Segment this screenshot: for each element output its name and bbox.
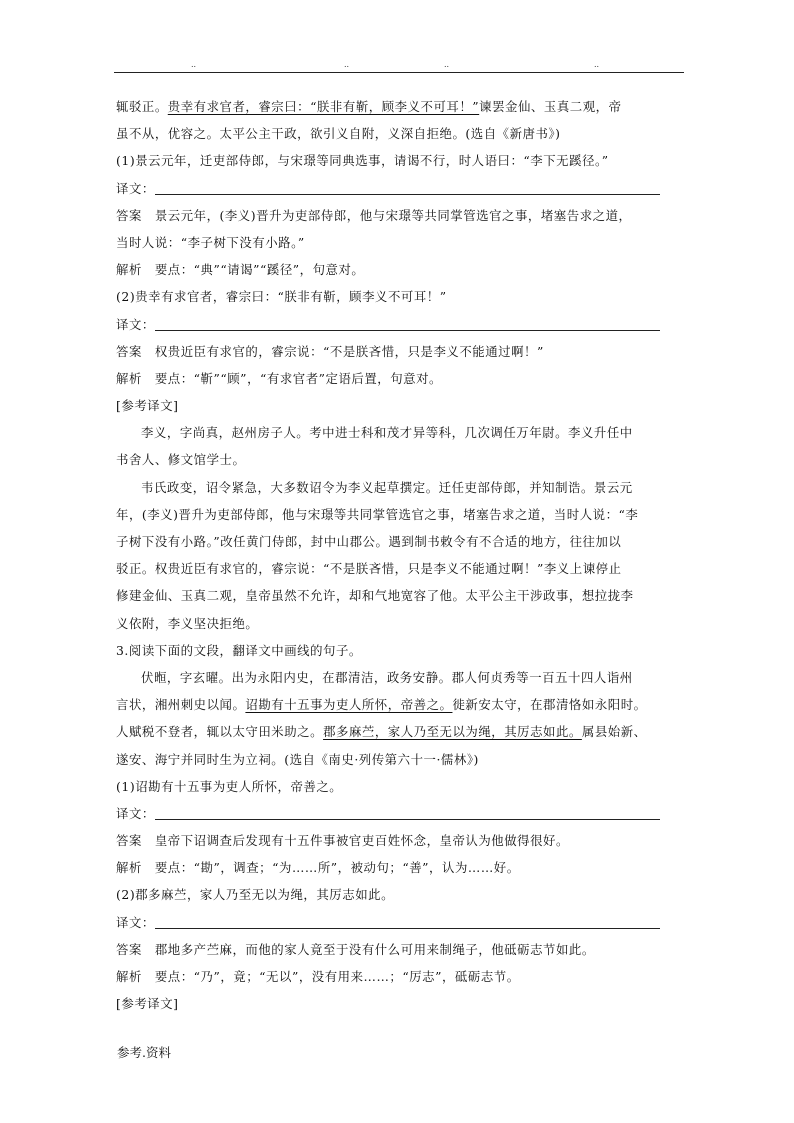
text-segment: 子树下没有小路。”改任黄门侍郎，封中山郡公。遇到制书敕令有不合适的地方，往往加以 — [116, 534, 622, 549]
text-segment: 年，(李义)晋升为吏部侍郎，他与宋璟等共同掌管选官之事，堵塞告求之道，当时人说：“李 — [116, 506, 639, 522]
text-segment: (2)郡多麻苎，家人乃至无以为绳，其厉志如此。 — [116, 887, 395, 903]
text-segment: 解析 要点：“靳”“顾”，“有求官者”定语后置，句意对。 — [116, 370, 442, 386]
text-segment: 译文： — [116, 316, 155, 332]
text-line — [116, 854, 686, 881]
text-line — [116, 229, 686, 256]
header-rule — [114, 72, 684, 73]
text-line — [116, 582, 686, 609]
text-segment: 属县始新、 — [581, 724, 647, 740]
text-segment: 谏罢金仙、玉真二观，帝 — [479, 99, 622, 114]
header-dots — [0, 60, 794, 72]
header-dot-4: .. — [594, 60, 600, 69]
text-segment: [参考译文] — [116, 996, 179, 1012]
text-segment: 译文： — [116, 914, 155, 930]
header-dot-3: .. — [444, 60, 450, 69]
text-line — [116, 555, 686, 582]
text-line — [116, 202, 686, 229]
text-segment: 修建金仙、玉真二观，皇帝虽然不允许，却和气地宽容了他。太平公主干涉政事，想拉拢李 — [116, 588, 634, 604]
text-segment: 当时人说：“李子树下没有小路。” — [116, 234, 305, 250]
text-segment: 译文： — [116, 180, 155, 196]
text-segment: 遂安、海宁并同时生为立祠。(选自《南史·列传第六十一·儒林》) — [116, 751, 479, 767]
text-segment: (2)贵幸有求官者，睿宗曰：“朕非有靳，顾李义不可耳！” — [116, 289, 447, 305]
text-line — [116, 936, 686, 963]
text-line — [116, 501, 686, 528]
text-line — [116, 718, 686, 745]
text-segment: 答案 权贵近臣有求官的，睿宗说：“不是朕吝惜，只是李义不能通过啊！” — [116, 343, 544, 359]
text-line — [116, 990, 686, 1017]
text-segment: 人赋税不登者，辄以太守田米助之。 — [116, 724, 324, 740]
text-segment: 解析 要点：“典”“请谒”“蹊径”，句意对。 — [116, 262, 365, 278]
text-line — [116, 338, 686, 365]
text-line — [116, 528, 686, 555]
answer-blank-line — [155, 914, 660, 929]
text-segment: 答案 皇帝下诏调查后发现有十五件事被官吏百姓怀念，皇帝认为他做得很好。 — [116, 833, 569, 849]
text-segment: 书舍人、修文馆学士。 — [116, 452, 246, 468]
text-segment: 言状，湘州刺史以闻。 — [116, 697, 246, 713]
header-dot-2: .. — [344, 60, 350, 69]
text-segment: 驳正。权贵近臣有求官的，睿宗说：“不是朕吝惜，只是李义不能通过啊！”李义上谏停止 — [116, 561, 622, 577]
header-dot-1: .. — [191, 60, 197, 69]
text-segment: 答案 郡地多产苎麻，而他的家人竟至于没有什么可用来制绳子，他砥砺志节如此。 — [116, 941, 595, 957]
document-body — [116, 93, 686, 1017]
underlined-sentence: 诏勘有十五事为吏人所怀，帝善之。 — [245, 697, 453, 713]
text-segment: 义依附，李义坚决拒绝。 — [116, 615, 259, 631]
text-line — [116, 474, 686, 501]
text-line — [116, 963, 686, 990]
underlined-sentence: 郡多麻苎，家人乃至无以为绳，其厉志如此。 — [323, 724, 582, 740]
text-line — [116, 419, 686, 446]
text-segment: 解析 要点：“勘”，调查；“为……所”，被动句；“善”，认为……好。 — [116, 860, 520, 876]
text-line — [116, 120, 686, 147]
text-segment: 伏暅，字玄曜。出为永阳内史，在郡清洁，政务安静。郡人何贞秀等一百五十四人诣州 — [141, 669, 633, 685]
underlined-sentence: 贵幸有求官者，睿宗曰：“朕非有靳，顾李义不可耳！” — [167, 99, 480, 114]
text-line — [116, 610, 686, 637]
text-line — [116, 93, 686, 120]
text-segment: (1)诏勘有十五事为吏人所怀，帝善之。 — [116, 778, 343, 794]
text-line — [116, 446, 686, 473]
text-segment: 虽不从，优容之。太平公主干政，欲引义自附，义深自拒绝。(选自《新唐书》) — [116, 126, 561, 142]
text-segment: [参考译文] — [116, 398, 179, 414]
text-line — [116, 392, 686, 419]
text-segment: 徙新安太守，在郡清恪如永阳时。 — [452, 697, 647, 713]
text-line — [116, 909, 686, 936]
text-segment: 译文： — [116, 805, 155, 821]
text-segment: 辄驳正。 — [116, 99, 168, 114]
text-line — [116, 800, 686, 827]
text-line — [116, 175, 686, 202]
text-line — [116, 881, 686, 908]
text-line — [116, 746, 686, 773]
text-line — [116, 773, 686, 800]
text-segment: 3.阅读下面的文段，翻译文中画线的句子。 — [116, 642, 362, 658]
answer-blank-line — [155, 180, 660, 195]
text-line — [116, 637, 686, 664]
text-line — [116, 311, 686, 338]
text-line — [116, 827, 686, 854]
text-line — [116, 691, 686, 718]
text-segment: (1)景云元年，迁吏部侍郎，与宋璟等同典选事，请谒不行，时人语曰：“李下无蹊径。” — [116, 153, 609, 169]
text-line — [116, 283, 686, 310]
text-segment: 解析 要点：“乃”，竟；“无以”，没有用来……；“厉志”，砥砺志节。 — [116, 969, 520, 984]
text-segment: 答案 景云元年，(李义)晋升为吏部侍郎，他与宋璟等共同掌管选官之事，堵塞告求之道， — [116, 207, 632, 223]
text-segment: 李义，字尚真，赵州房子人。考中进士科和茂才异等科，几次调任万年尉。李义升任中 — [141, 425, 633, 441]
text-line — [116, 147, 686, 174]
answer-blank-line — [155, 316, 660, 331]
text-line — [116, 365, 686, 392]
text-line — [116, 664, 686, 691]
page-footer: 参考.资料 — [117, 1045, 171, 1060]
answer-blank-line — [155, 805, 660, 820]
text-line — [116, 256, 686, 283]
text-segment: 韦氏政变，诏令紧急，大多数诏令为李义起草撰定。迁任吏部侍郎，并知制诰。景云元 — [141, 479, 633, 495]
